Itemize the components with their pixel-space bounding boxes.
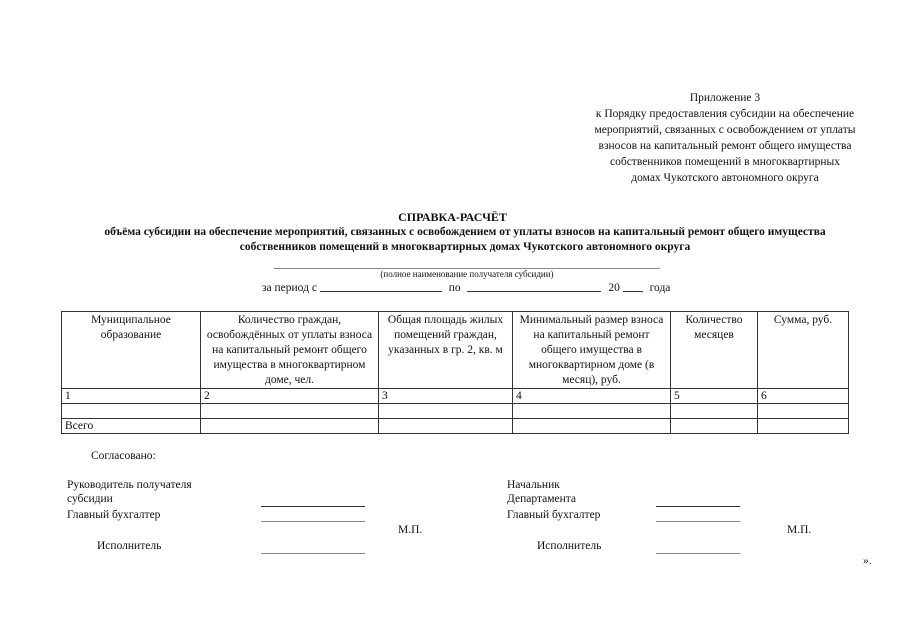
right-head-signature-line[interactable]: [656, 506, 740, 507]
right-accountant-signature-line[interactable]: [656, 521, 740, 522]
column-number: 6: [758, 389, 849, 404]
left-accountant-signature-line[interactable]: [261, 521, 365, 522]
left-head-line-1: Руководитель получателя: [67, 479, 192, 491]
left-accountant-label: Главный бухгалтер: [67, 509, 161, 521]
calculation-table: [61, 311, 849, 434]
period-year-suffix: года: [649, 282, 671, 294]
total-label: Всего: [62, 419, 201, 434]
column-number: 4: [513, 389, 671, 404]
table-cell[interactable]: [671, 419, 758, 434]
table-row: [62, 404, 849, 419]
period-end-field[interactable]: [467, 291, 601, 292]
right-executor-signature-line[interactable]: [656, 553, 740, 554]
right-head-label: [507, 478, 576, 506]
document-subtitle: [40, 225, 890, 255]
period-row: [262, 282, 670, 294]
right-stamp-label: М.П.: [787, 524, 812, 536]
total-row: [62, 419, 849, 434]
left-executor-label: Исполнитель: [97, 540, 162, 552]
recipient-caption: (полное наименование получателя субсидии): [380, 269, 554, 279]
header-months: Количество месяцев: [671, 312, 758, 389]
appendix-header: [560, 90, 890, 186]
closing-mark: ».: [863, 555, 872, 567]
appendix-line: взносов на капитальный ремонт общего имущества: [598, 140, 852, 152]
column-number-row: [62, 389, 849, 404]
table-cell[interactable]: [379, 419, 513, 434]
header-total-area: Общая площадь жилых помещений граждан, указанных в гр. 2, кв. м: [379, 312, 513, 389]
table-header-row: [62, 312, 849, 389]
header-citizens-count: Количество граждан, освобождённых от уплаты взноса на капитальный ремонт общего имущества в многоквартирном доме, чел.: [201, 312, 379, 389]
header-municipality: Муниципальное образование: [62, 312, 201, 389]
period-year-field[interactable]: [623, 291, 643, 292]
table-cell[interactable]: [758, 419, 849, 434]
table-cell[interactable]: [513, 419, 671, 434]
left-head-label: [67, 478, 192, 506]
right-head-line-2: Департамента: [507, 493, 577, 505]
period-start-field[interactable]: [320, 291, 442, 292]
appendix-line: мероприятий, связанных с освобождением от уплаты: [594, 124, 856, 136]
header-sum: Сумма, руб.: [758, 312, 849, 389]
left-head-line-2: субсидии: [67, 493, 113, 505]
column-number: 1: [62, 389, 201, 404]
agreed-label: Согласовано:: [91, 450, 156, 462]
table-cell[interactable]: [671, 404, 758, 419]
left-head-signature-line[interactable]: [261, 506, 365, 507]
appendix-line: домах Чукотского автономного округа: [631, 172, 819, 184]
table-cell[interactable]: [513, 404, 671, 419]
right-head-line-1: Начальник: [507, 479, 560, 491]
document-title: СПРАВКА-РАСЧЁТ: [398, 210, 507, 224]
appendix-line: к Порядку предоставления субсидии на обеспечение: [595, 108, 855, 120]
table-cell[interactable]: [201, 419, 379, 434]
table-cell[interactable]: [201, 404, 379, 419]
left-stamp-label: М.П.: [398, 524, 423, 536]
column-number: 5: [671, 389, 758, 404]
table-cell[interactable]: [379, 404, 513, 419]
column-number: 2: [201, 389, 379, 404]
subtitle-line-2: собственников помещений в многоквартирных домах Чукотского автономного округа: [239, 241, 691, 253]
period-prefix: за период с: [262, 282, 317, 294]
right-accountant-label: Главный бухгалтер: [507, 509, 601, 521]
left-executor-signature-line[interactable]: [261, 553, 365, 554]
table-cell[interactable]: [62, 404, 201, 419]
table-cell[interactable]: [758, 404, 849, 419]
period-year-prefix: 20: [608, 282, 620, 294]
period-middle: по: [448, 282, 461, 294]
appendix-line: Приложение 3: [689, 92, 761, 104]
column-number: 3: [379, 389, 513, 404]
subtitle-line-1: объёма субсидии на обеспечение мероприятий, связанных с освобождением от уплаты взносов на капитальный ремонт общего имущества: [104, 226, 826, 238]
appendix-line: собственников помещений в многоквартирных: [610, 156, 840, 168]
right-executor-label: Исполнитель: [537, 540, 602, 552]
header-min-contribution: Минимальный размер взноса на капитальный ремонт общего имущества в многоквартирном доме (в месяц), руб.: [513, 312, 671, 389]
